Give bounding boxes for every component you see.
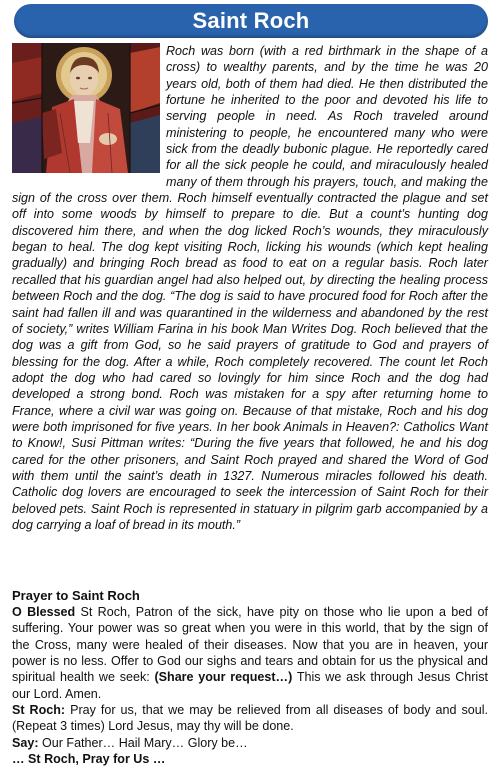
saint-roch-stained-glass-image xyxy=(12,43,160,173)
prayer-p1-text: St Roch, Patron of the sick, have pity on those who lie upon a bed of suffering. Your power was so great when you were in this world, that by the sign of the Cross, many were healed of their diseases. Now that you are in heaven, your power is no less. Offer to God our sighs and tears and obtain for us the physical and spiritual health we seek: xyxy=(12,605,488,685)
prayer-closing: … St Roch, Pray for Us … xyxy=(12,752,166,767)
prayer-paragraph-3 xyxy=(12,735,488,751)
prayer-section xyxy=(12,588,488,767)
prayer-p1-lead: O Blessed xyxy=(12,605,76,619)
prayer-p2-text: Pray for us, that we may be relieved from all diseases of body and soul. (Repeat 3 times) Lord Jesus, may thy will be done. xyxy=(12,703,488,734)
prayer-p3-text: Our Father… Hail Mary… Glory be… xyxy=(38,735,248,750)
prayer-p2-lead: St Roch: xyxy=(12,703,66,718)
prayer-request-placeholder: (Share your request…) xyxy=(154,670,293,685)
story-text: Roch was born (with a red birthmark in the shape of a cross) to wealthy parents, and by the time he was 20 years old, both of them had died. He then distributed the fortune he inherited to the poor and devoted his life to serving people in need. As Roch traveled around ministering to people, he encountered many who were sick from the deadly bubonic plague. He reportedly cared for all the sick people he could, and miraculously healed many of them through his prayers, touch, and making the sign of the cross over them. Roch himself eventually contracted the plague and set off into some woods by himself to prepare to die. But a count’s hunting dog discovered him there, and when the dog licked Roch’s wounds, they miraculously began to heal. The dog kept visiting Roch, licking his wounds (which kept healing gradually) and bringing Roch bread as food to eat on a regular basis. Roch later recalled that his guardian angel had also helped out, by directing the healing process between Roch and the dog. “The dog is said to have procured food for Roch after the saint had fallen ill and was quarantined in the wilderness and abandoned by the rest of society,” writes William Farina in his book Man Writes Dog. Roch believed that the dog was a gift from God, so he said prayers of gratitude to God and prayers of blessing for the dog. After a while, Roch completely recovered. The count let Roch adopt the dog who had cared so lovingly for him since Roch and the dog had developed a strong bond. Roch was mistaken for a spy after returning home to France, where a civil war was going on. Because of that mistake, Roch and his dog were both imprisoned for five years. In her book Animals in Heaven?: Catholics Want to Know!, Susi Pittman writes: “During the five years that followed, he and his dog cared for the other prisoners, and Saint Roch prayed and shared the Word of God with them until the saint’s death in 1327. Numerous miracles followed his death. Catholic dog lovers are encouraged to seek the intercession of Saint Roch for their beloved pets. Saint Roch is represented in statuary in pilgrim garb accompanied by a dog carrying a loaf of bread in its mouth.” xyxy=(12,44,488,532)
title-banner xyxy=(14,4,488,38)
prayer-paragraph-1 xyxy=(12,604,488,702)
prayer-p3-lead: Say: xyxy=(12,735,39,750)
prayer-paragraph-2 xyxy=(12,702,488,735)
prayer-p1-end: This we ask through Jesus Christ our Lord. Amen. xyxy=(12,670,488,701)
page-title: Saint Roch xyxy=(192,8,310,33)
prayer-heading: Prayer to Saint Roch xyxy=(12,588,140,603)
story-section xyxy=(12,43,488,533)
